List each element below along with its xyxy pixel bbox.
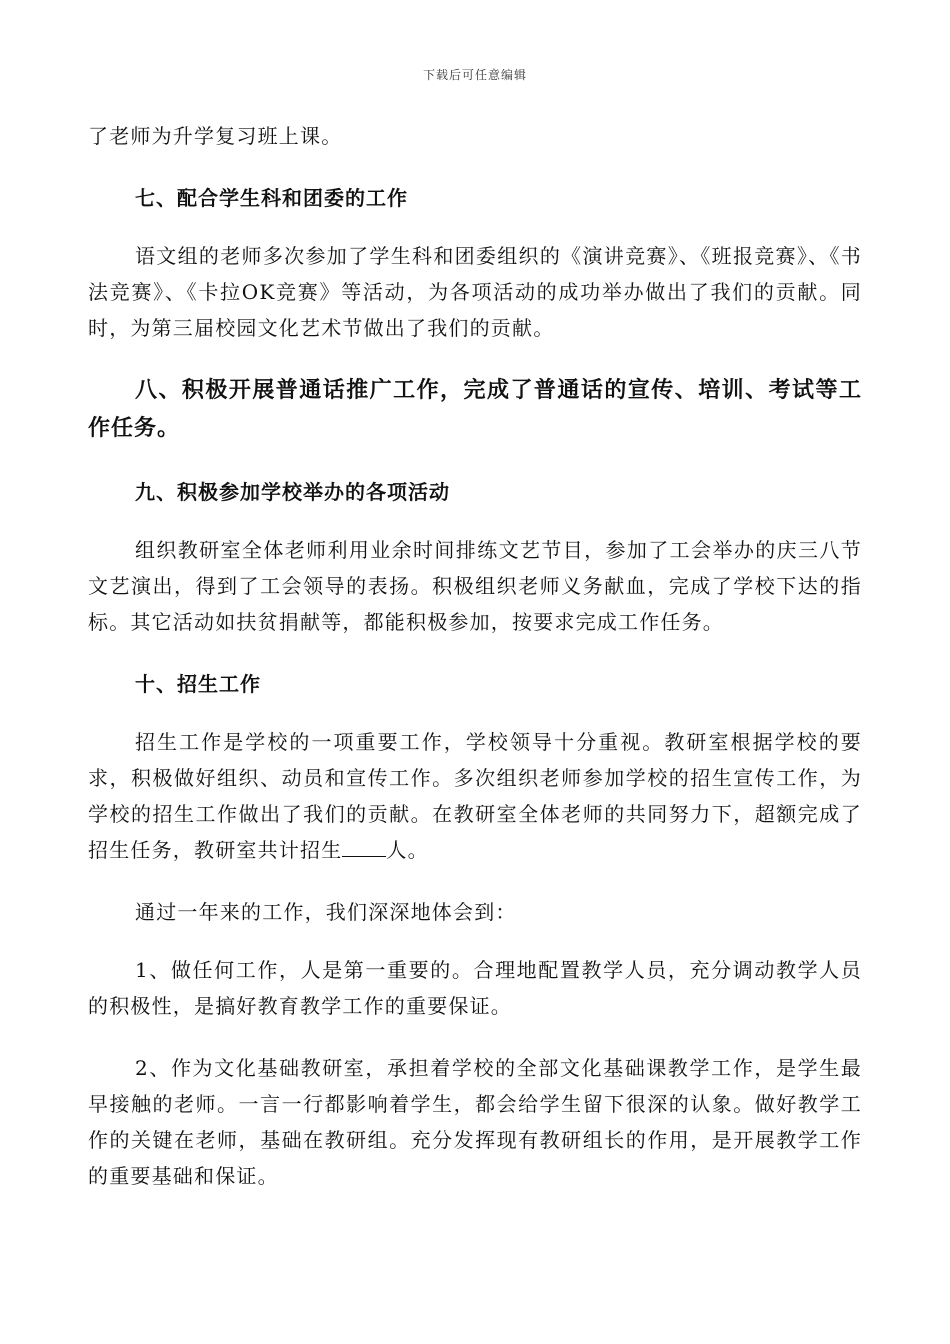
paragraph-section-10 bbox=[88, 724, 862, 868]
section-heading-7: 七、配合学生科和团委的工作 bbox=[135, 186, 408, 210]
paragraph-item-1: 1、做任何工作，人是第一重要的。合理地配置教学人员，充分调动教学人员的积极性，是搞好教育教学工作的重要保证。 bbox=[88, 958, 862, 1018]
fill-in-blank bbox=[342, 838, 386, 857]
document-body bbox=[88, 118, 862, 1194]
page-header-note: 下载后可任意编辑 bbox=[422, 68, 527, 82]
section-heading-10: 十、招生工作 bbox=[135, 672, 261, 696]
paragraph-continued: 了老师为升学复习班上课。 bbox=[88, 124, 343, 148]
paragraph-section-10-end: 人。 bbox=[386, 838, 429, 862]
paragraph-summary: 通过一年来的工作，我们深深地体会到： bbox=[135, 900, 517, 924]
paragraph-section-9: 组织教研室全体老师利用业余时间排练文艺节目，参加了工会举办的庆三八节文艺演出，得到了工会领导的表扬。积极组织老师义务献血，完成了学校下达的指标。其它活动如扶贫捐献等，都能积极参加，按要求完成工作任务。 bbox=[88, 538, 862, 634]
paragraph-item-2: 2、作为文化基础教研室，承担着学校的全部文化基础课教学工作，是学生最早接触的老师。一言一行都影响着学生，都会给学生留下很深的认象。做好教学工作的关键在老师，基础在教研组。充分发挥现有教研组长的作用，是开展教学工作的重要基础和保证。 bbox=[88, 1056, 862, 1188]
section-heading-8: 八、积极开展普通话推广工作，完成了普通话的宣传、培训、考试等工作任务。 bbox=[88, 378, 862, 441]
paragraph-section-10-text: 招生工作是学校的一项重要工作，学校领导十分重视。教研室根据学校的要求，积极做好组织、动员和宣传工作。多次组织老师参加学校的招生宣传工作，为学校的招生工作做出了我们的贡献。在教研室全体老师的共同努力下，超额完成了招生任务，教研室共计招生 bbox=[88, 730, 862, 862]
section-heading-9: 九、积极参加学校举办的各项活动 bbox=[135, 480, 450, 504]
paragraph-section-7: 语文组的老师多次参加了学生科和团委组织的《演讲竞赛》、《班报竞赛》、《书法竞赛》、《卡拉OK竞赛》等活动，为各项活动的成功举办做出了我们的贡献。同时，为第三届校园文化艺术节做出了我们的贡献。 bbox=[88, 244, 862, 340]
